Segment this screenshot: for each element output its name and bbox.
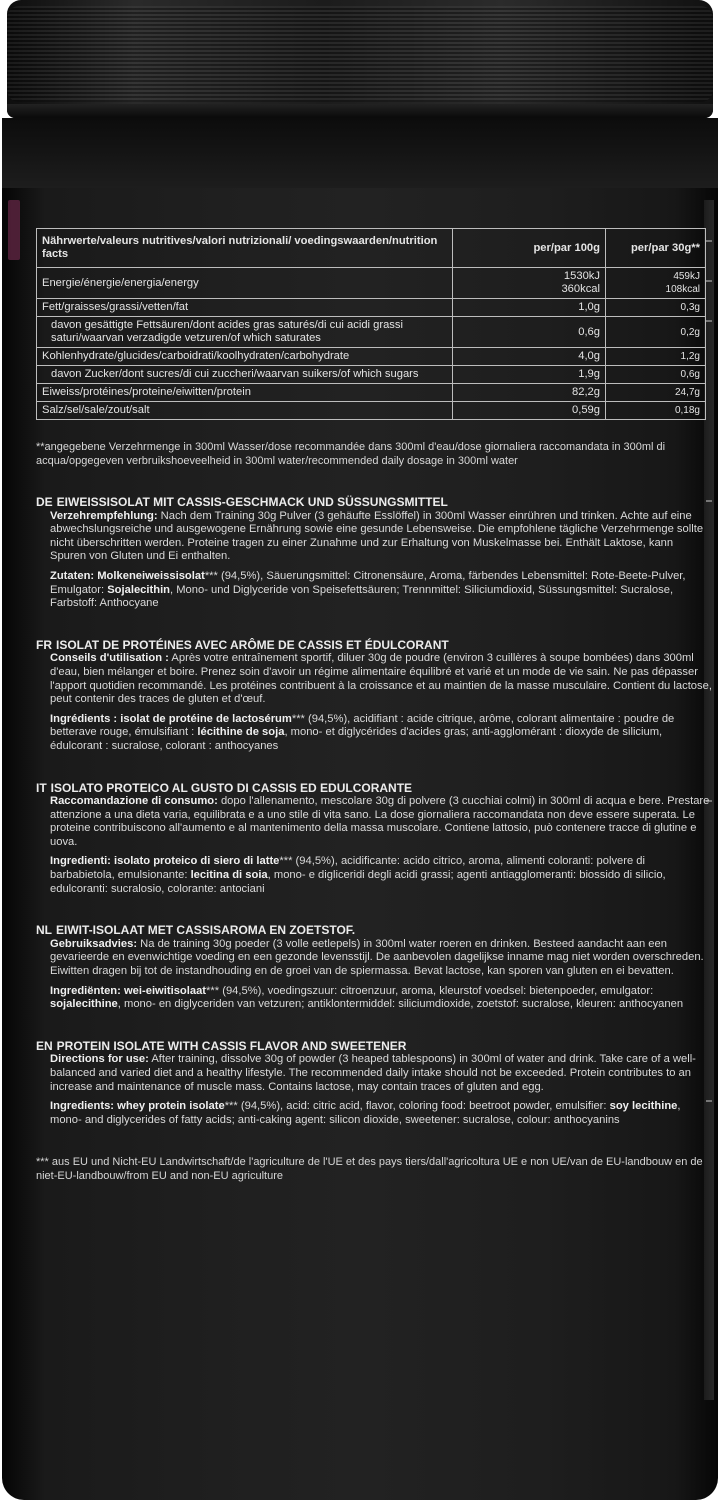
language-code: NL — [36, 923, 52, 938]
section-body — [50, 1053, 712, 1127]
section-title-text: ISOLAT DE PROTÉINES AVEC ARÔME DE CASSIS ET ÉDULCORANT — [56, 637, 449, 652]
ingredient-allergen: Sojalecithin — [107, 583, 171, 596]
directions-label: Raccomandazione di consumo: — [50, 795, 218, 808]
nutrition-row-label: davon gesättigte Fettsäuren/dont acides gras saturés/di cui acidi grassi saturi/waarvan verzadigde vetzuren/of which saturates — [37, 317, 453, 348]
ingredients-label: Zutaten: — [50, 569, 95, 582]
nutrition-header-label: Nährwerte/valeurs nutritives/valori nutrizionali/ voedingswaarden/nutrition facts — [37, 229, 453, 268]
section-body — [50, 795, 712, 896]
ingredients-paragraph — [50, 985, 712, 1012]
nutrition-row-label: Salz/sel/sale/zout/salt — [37, 402, 453, 420]
section-body — [50, 938, 712, 1012]
nutrition-value-per30g: 0,3g — [606, 299, 706, 317]
section-title-text: PROTEIN ISOLATE WITH CASSIS FLAVOR AND SWEETENER — [56, 1038, 407, 1053]
section-body — [50, 652, 712, 753]
ingredients-paragraph — [50, 1100, 712, 1127]
nutrition-row-label: Kohlenhydrate/glucides/carboidrati/koolhydraten/carbohydrate — [37, 348, 453, 366]
energy-kj-100g: 1530kJ — [563, 270, 600, 282]
directions-paragraph — [50, 938, 712, 979]
nutrition-row-label: davon Zucker/dont sucres/di cui zuccheri/waarvan suikers/of which sugars — [37, 366, 453, 384]
energy-kj-30g: 459kJ — [673, 271, 700, 282]
directions-label: Gebruiksadvies: — [50, 937, 138, 950]
ingredient-main: whey protein isolate — [117, 1100, 225, 1113]
ingredient-main: isolat de protéine de lactosérum — [120, 712, 292, 725]
ingredients-label: Ingrédients : — [50, 712, 118, 725]
nutrition-value-per30g: 0,18g — [606, 402, 706, 420]
language-code: IT — [36, 780, 47, 795]
ingredient-main: wei-eiwitisolaat — [123, 984, 207, 997]
ingredient-allergen: sojalecithine — [50, 998, 118, 1011]
energy-kcal-30g: 108kcal — [665, 284, 700, 295]
directions-paragraph — [50, 652, 712, 706]
directions-label: Conseils d'utilisation : — [50, 652, 169, 665]
nutrition-row-sugars — [37, 366, 706, 384]
nutrition-header-row — [37, 229, 706, 268]
ingredients-label: Ingredienti: — [50, 855, 111, 868]
ingredients-label: Ingredients: — [50, 1100, 115, 1113]
section-it — [36, 782, 712, 897]
nutrition-value-per100g: 1,9g — [453, 366, 606, 384]
nutrition-value-per30g: 0,2g — [606, 317, 706, 348]
nutrition-value-per100g — [453, 268, 606, 299]
ingredient-main: isolato proteico di siero di latte — [114, 855, 280, 868]
nutrition-table — [36, 228, 706, 420]
nutrition-value-per100g: 1,0g — [453, 299, 606, 317]
ingredients-paragraph — [50, 570, 712, 611]
nutrition-value-per30g: 24,7g — [606, 384, 706, 402]
language-code: EN — [36, 1038, 53, 1053]
section-body — [50, 510, 712, 611]
nutrition-value-per100g: 4,0g — [453, 348, 606, 366]
section-title-text: EIWIT-ISOLAAT MET CASSISAROMA EN ZOETSTOF. — [56, 923, 356, 938]
directions-label: Directions for use: — [50, 1053, 149, 1066]
ingredients-text: *** (94,5%), voedingszuur: citroenzuur, aroma, kleurstof voedsel: bietenpoeder, emulgator: — [206, 984, 654, 997]
directions-text: After training, dissolve 30g of powder (3 heaped tablespoons) in 300ml of water and drink. Take care of a well-balanced and varied diet and a healthy lifestyle. The recommended daily intake should not be exceeded. Protein contributes to an increase and maintenance of muscle mass. Contains lactose, may contain traces of gluten and egg. — [50, 1053, 696, 1093]
directions-label: Verzehrempfehlung: — [50, 509, 158, 522]
section-nl — [36, 924, 712, 1012]
section-en — [36, 1040, 712, 1128]
nutrition-value-per30g: 0,6g — [606, 366, 706, 384]
section-title-text: EIWEISSISOLAT MIT CASSIS-GESCHMACK UND SÜSSUNGSMITTEL — [56, 495, 448, 509]
ingredients-text: *** (94,5%), acid: citric acid, flavor, coloring food: beetroot powder, emulsifier: — [224, 1100, 607, 1113]
label-accent-stripe — [8, 200, 20, 260]
ingredients-text: *** (94,5%), Säuerungsmittel: Citronensäure, Aroma, färbendes Lebensmittel: Rote-Beete-Pulver, Emulgator: — [50, 569, 686, 596]
dosage-footnote: **angegebene Verzehrmenge in 300ml Wasser/dose recommandée dans 300ml d'eau/dose giornaliera raccomandata in 300ml di acqua/opgegeven verbruikshoeveelheid in 300ml water/recommended daily dosage in 300ml water — [36, 441, 666, 467]
ingredients-paragraph — [50, 713, 712, 754]
nutrition-value-per100g: 0,6g — [453, 317, 606, 348]
directions-paragraph — [50, 1053, 712, 1094]
nutrition-row-label: Fett/graisses/grassi/vetten/fat — [37, 299, 453, 317]
ingredients-label: Ingrediënten: — [50, 984, 121, 997]
ingredient-main: Molkeneiweissisolat — [97, 569, 205, 582]
label-panel — [36, 228, 712, 1183]
ingredients-text-rest: , mono- and diglycerides of fatty acids; anti-caking agent: silicon dioxide, sweetener: sucralose, colour: anthocyanins — [50, 1100, 681, 1126]
directions-text: Après votre entraînement sportif, diluer 30g de poudre (environ 3 cuillères à soupe bombées) dans 300ml d'eau, bien mélanger et boire. Prenez soin d'avoir un régime alimentaire équilibré et varié et un mode de vie sain. Ne pas dépasser l'apport quotidien recommandé. Les protéines contribuent à la croissance et au maintien de la masse musculaire. Contient du lactose, peut contenir des traces de gluten et d'œuf. — [50, 652, 712, 706]
section-de — [36, 496, 712, 611]
nutrition-row-saturates — [37, 317, 706, 348]
section-title — [36, 782, 712, 796]
nutrition-row-label: Energie/énergie/energia/energy — [37, 268, 453, 299]
language-code: DE — [36, 495, 53, 509]
container-shoulder — [2, 118, 718, 188]
section-title — [36, 639, 712, 653]
section-title — [36, 1040, 712, 1054]
agriculture-origin-note: *** aus EU und Nicht-EU Landwirtschaft/de l'agriculture de l'UE et des pays tiers/dall'agricoltura UE e non UE/van de EU-landbouw en de niet-EU-landbouw/from EU and non-EU agriculture — [36, 1156, 703, 1183]
nutrition-value-per100g: 82,2g — [453, 384, 606, 402]
nutrition-header-per30g: per/par 30g** — [606, 229, 706, 268]
section-fr — [36, 639, 712, 754]
language-code: FR — [36, 637, 52, 652]
ingredients-text: *** (94,5%), acidifiant : acide citrique, arôme, colorant alimentaire : poudre de betterave rouge, émulsifiant : — [50, 712, 675, 739]
ingredient-allergen: soy lecithine — [609, 1100, 678, 1113]
nutrition-value-per30g — [606, 268, 706, 299]
ingredient-allergen: lecitina di soia — [190, 869, 268, 882]
nutrition-value-per30g: 1,2g — [606, 348, 706, 366]
ingredients-text: *** (94,5%), acidificante: acido citrico, aroma, alimenti coloranti: polvere di barbabietola, emulsionante: — [50, 855, 646, 882]
energy-kcal-100g: 360kcal — [561, 283, 600, 295]
directions-text: Na de training 30g poeder (3 volle eetlepels) in 300ml water roeren en drinken. Besteed aandacht aan een gevarieerde en evenwichtige voeding en een gezonde levensstijl. De aanbevolen dagelijkse inname mag niet worden overschreden. Eiwitten dragen bij tot de instandhouding en de groei van de spiermassa. Bevat lactose, kan sporen van gluten en ei bevatten. — [50, 937, 704, 978]
nutrition-row-energy — [37, 268, 706, 299]
section-title — [36, 924, 712, 938]
nutrition-row-salt — [37, 402, 706, 420]
ingredient-allergen: lécithine de soja — [197, 726, 285, 739]
directions-paragraph — [50, 510, 712, 564]
section-title-text: ISOLATO PROTEICO AL GUSTO DI CASSIS ED EDULCORANTE — [50, 780, 413, 795]
nutrition-row-protein — [37, 384, 706, 402]
section-title — [36, 496, 712, 510]
nutrition-row-carbohydrate — [37, 348, 706, 366]
directions-paragraph — [50, 795, 712, 849]
ingredients-text-rest: , mono- en diglyceriden van vetzuren; antiklontermiddel: siliciumdioxide, zoetstof: sucralose, kleuren: anthocyanen — [117, 998, 684, 1011]
directions-text: Nach dem Training 30g Pulver (3 gehäufte Esslöffel) in 300ml Wasser einrühren und trinken. Achte auf eine abwechslungsreiche und ausgewogene Ernährung sowie eine gesunde Lebensweise. Die empfohlene tägliche Verzehrmenge sollte nicht überschritten werden. Proteine tragen zu einer Zunahme und zur Erhaltung von Muskelmasse bei. Enthält Laktose, kann Spuren von Gluten und Ei enthalten. — [50, 509, 704, 563]
nutrition-row-label: Eiweiss/protéines/proteine/eiwitten/protein — [37, 384, 453, 402]
container-lid — [7, 0, 713, 118]
lid-ridges — [7, 6, 713, 102]
directions-text: dopo l'allenamento, mescolare 30g di polvere (3 cucchiai colmi) in 300ml di acqua e bere. Prestare attenzione a una dieta varia, equilibrata e a uno stile di vita sano. La dose giornaliera raccomandata non deve essere superata. Le proteine contribuiscono all'aumento e al mantenimento della massa muscolare. Contiene lattosio, può contenere tracce di glutine e uova. — [50, 795, 710, 848]
ingredients-text-rest: , mono- et diglycérides d'acides gras; anti-agglomérant : dioxyde de silicium, édulcorant : sucralose, colorant : anthocyanes — [50, 726, 663, 752]
ingredients-text-rest: , Mono- und Diglyceride von Speisefettsäuren; Trennmittel: Siliciumdioxid, Süssungsmittel: Sucralose, Farbstoff: Anthocyane — [50, 583, 674, 610]
nutrition-row-fat — [37, 299, 706, 317]
ingredients-text-rest: , mono- e digliceridi degli acidi grassi; agenti antiagglomeranti: biossido di silicio, edulcoranti: sucralosio, colorante: antociani — [50, 869, 666, 895]
nutrition-value-per100g: 0,59g — [453, 402, 606, 420]
nutrition-header-per100g: per/par 100g — [453, 229, 606, 268]
ingredients-paragraph — [50, 855, 712, 896]
lid-rim — [7, 104, 713, 118]
